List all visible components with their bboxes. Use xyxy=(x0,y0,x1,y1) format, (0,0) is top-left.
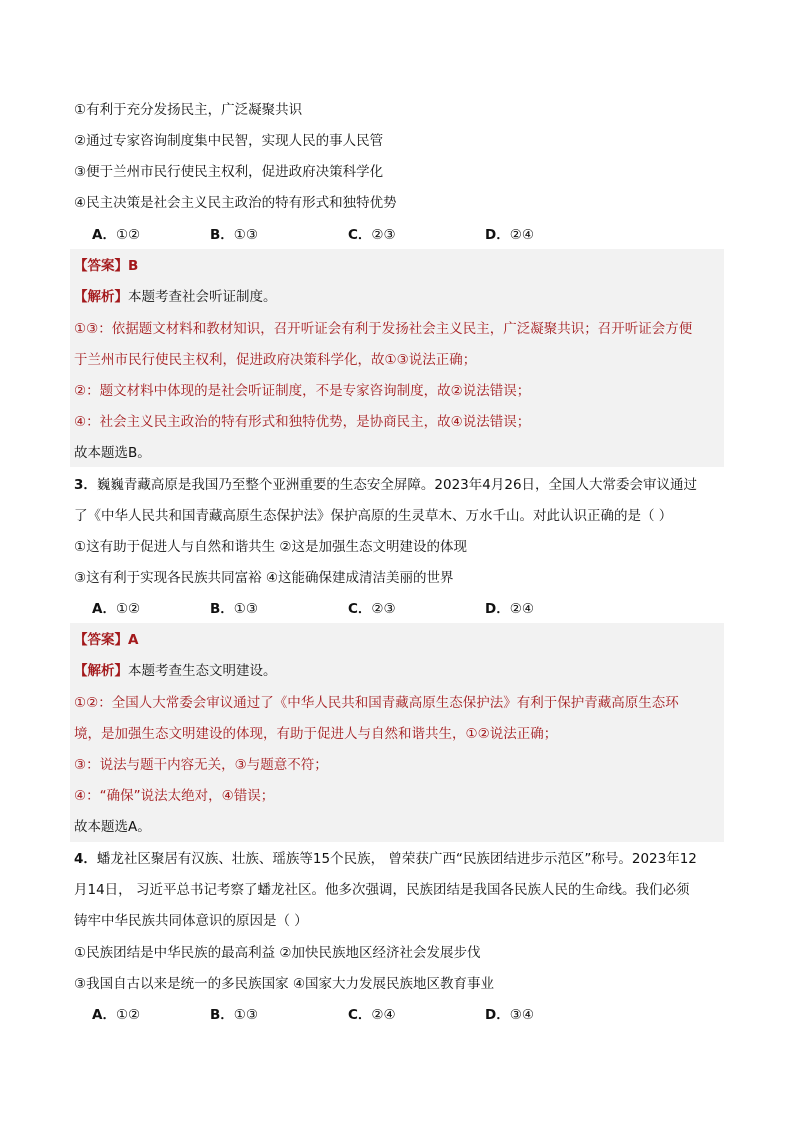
analysis-1-line2-q3: 境，是加强生态文明建设的体现，有助于促进人与自然和谐共生，①②说法正确； xyxy=(74,726,558,742)
question-3-statements-row1: ①这有助于促进人与自然和谐共生 ②这是加强生态文明建设的体现 xyxy=(74,539,467,555)
question-4-stem-line2: 月14日， 习近平总书记考察了蟠龙社区。他多次强调，民族团结是我国各民族人民的生命线。我们必须 xyxy=(74,882,690,898)
option-b: B．①③ xyxy=(210,227,259,243)
option-a: A．①② xyxy=(92,227,141,243)
option-b: B．①③ xyxy=(210,1007,259,1023)
analysis-intro-q3: 【解析】本题考查生态文明建设。 xyxy=(74,663,277,679)
option-d: D．②④ xyxy=(485,601,534,617)
analysis-intro-q2: 【解析】本题考查社会听证制度。 xyxy=(74,289,277,305)
question-4-stem-line1: 4．蟠龙社区聚居有汉族、壮族、瑶族等15个民族， 曾荣获广西“民族团结进步示范区”称号。2023年12 xyxy=(74,851,697,867)
option-d: D．②④ xyxy=(485,227,534,243)
statement-3: ③便于兰州市民行使民主权利，促进政府决策科学化 xyxy=(74,164,384,180)
analysis-1-line2-q2: 于兰州市民行使民主权利，促进政府决策科学化，故①③说法正确； xyxy=(74,352,477,368)
analysis-2-q3: ③：说法与题干内容无关，③与题意不符； xyxy=(74,757,328,773)
question-4-statements-row1: ①民族团结是中华民族的最高利益 ②加快民族地区经济社会发展步伐 xyxy=(74,945,481,961)
conclusion-q3: 故本题选A。 xyxy=(74,819,151,835)
option-a: A．①② xyxy=(92,601,141,617)
question-3-stem-line1: 3．巍巍青藏高原是我国乃至整个亚洲重要的生态安全屏障。2023年4月26日，全国人大常委会审议通过 xyxy=(74,477,698,493)
option-c: C．②③ xyxy=(348,227,396,243)
analysis-1-line1-q2: ①③：依据题文材料和教材知识，召开听证会有利于发扬社会主义民主，广泛凝聚共识；召开听证会方便 xyxy=(74,321,693,337)
question-4-statements-row2: ③我国自古以来是统一的多民族国家 ④国家大力发展民族地区教育事业 xyxy=(74,976,494,992)
option-c: C．②④ xyxy=(348,1007,396,1023)
option-b: B．①③ xyxy=(210,601,259,617)
statement-1: ①有利于充分发扬民主，广泛凝聚共识 xyxy=(74,102,303,118)
analysis-3-q3: ④：“确保”说法太绝对，④错误； xyxy=(74,788,275,804)
question-3-stem-line2: 了《中华人民共和国青藏高原生态保护法》保护高原的生灵草木、万水千山。对此认识正确的是（ ） xyxy=(74,508,673,524)
conclusion-q2: 故本题选B。 xyxy=(74,445,151,461)
answer-line-q2: 【答案】B xyxy=(74,258,139,274)
analysis-2-q2: ②：题文材料中体现的是社会听证制度，不是专家咨询制度，故②说法错误； xyxy=(74,383,531,399)
statement-4: ④民主决策是社会主义民主政治的特有形式和独特优势 xyxy=(74,195,397,211)
option-c: C．②③ xyxy=(348,601,396,617)
analysis-1-line1-q3: ①②：全国人大常委会审议通过了《中华人民共和国青藏高原生态保护法》有利于保护青藏高原生态环 xyxy=(74,695,679,711)
question-4-stem-line3: 铸牢中华民族共同体意识的原因是（ ） xyxy=(74,913,308,929)
statement-2: ②通过专家咨询制度集中民智，实现人民的事人民管 xyxy=(74,133,384,149)
answer-line-q3: 【答案】A xyxy=(74,632,139,648)
analysis-3-q2: ④：社会主义民主政治的特有形式和独特优势，是协商民主，故④说法错误； xyxy=(74,414,531,430)
question-3-statements-row2: ③这有利于实现各民族共同富裕 ④这能确保建成清洁美丽的世界 xyxy=(74,570,454,586)
option-d: D．③④ xyxy=(485,1007,534,1023)
option-a: A．①② xyxy=(92,1007,141,1023)
